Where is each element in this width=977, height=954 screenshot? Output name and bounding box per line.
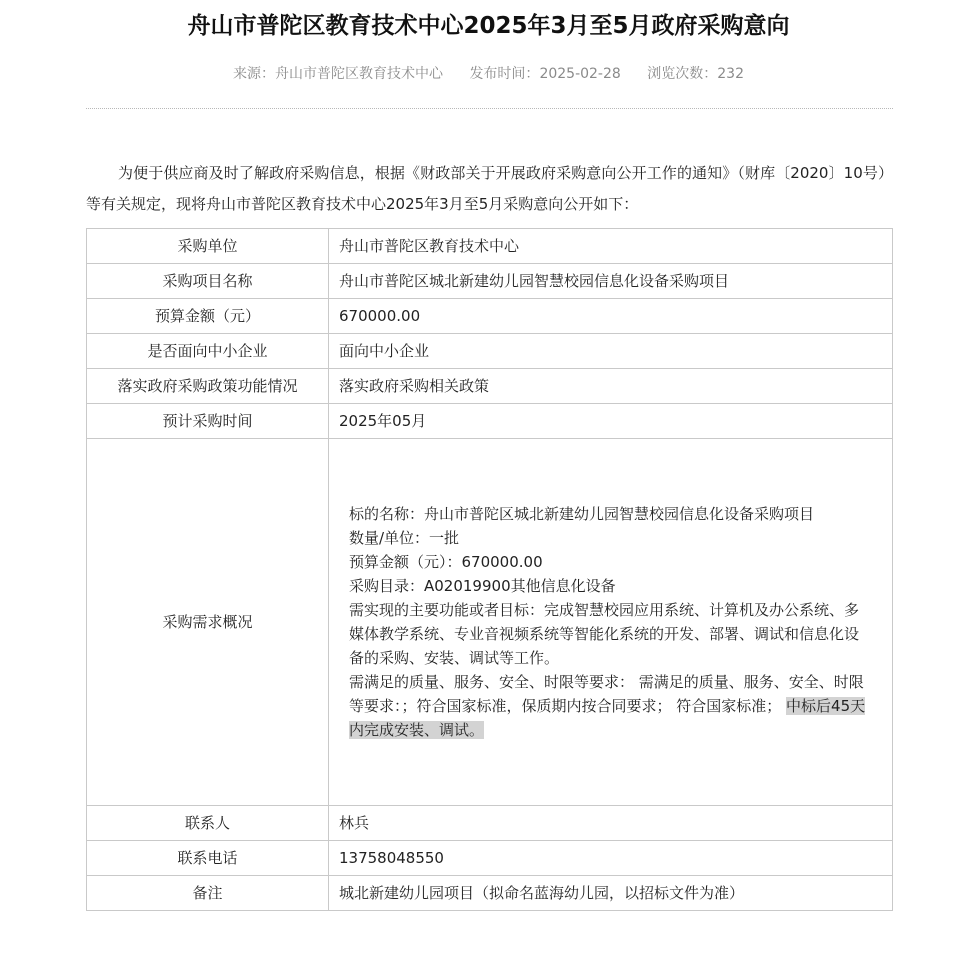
table-row <box>87 229 893 264</box>
row-label: 联系电话 <box>87 841 329 876</box>
row-value: 落实政府采购相关政策 <box>329 369 893 404</box>
view-count-label: 浏览次数： <box>647 66 718 82</box>
requirement-goals: 需实现的主要功能或者目标：完成智慧校园应用系统、计算机及办公系统、多媒体教学系统、专业音视频系统等智能化系统的开发、部署、调试和信息化设备的采购、安装、调试等工作。 <box>349 601 860 667</box>
view-count-value: 232 <box>717 66 744 82</box>
row-label: 联系人 <box>87 806 329 841</box>
requirement-catalog: 采购目录：A02019900其他信息化设备 <box>349 577 616 595</box>
row-value: 舟山市普陀区城北新建幼儿园智慧校园信息化设备采购项目 <box>329 264 893 299</box>
source-label: 来源： <box>232 66 275 82</box>
table-row <box>87 876 893 911</box>
table-row <box>87 841 893 876</box>
requirement-quality-text: 需满足的质量、服务、安全、时限等要求： 需满足的质量、服务、安全、时限等要求：；符合国家标准，保质期内按合同要求； 符合国家标准； <box>349 673 864 715</box>
row-value: 13758048550 <box>329 841 893 876</box>
row-label: 落实政府采购政策功能情况 <box>87 369 329 404</box>
row-value: 2025年05月 <box>329 404 893 439</box>
requirement-quality <box>349 670 872 742</box>
requirement-budget: 预算金额（元）：670000.00 <box>349 553 543 571</box>
title-divider <box>86 108 893 109</box>
view-count-info <box>647 66 744 82</box>
table-row <box>87 369 893 404</box>
intro-paragraph: 为便于供应商及时了解政府采购信息，根据《财政部关于开展政府采购意向公开工作的通知》（财库〔2020〕10号）等有关规定，现将舟山市普陀区教育技术中心2025年3月至5月采购意向公开如下： <box>86 164 893 213</box>
requirement-item-name: 标的名称：舟山市普陀区城北新建幼儿园智慧校园信息化设备采购项目 <box>349 505 815 523</box>
publish-date-info <box>469 66 620 82</box>
row-label: 是否面向中小企业 <box>87 334 329 369</box>
table-row <box>87 299 893 334</box>
row-value: 670000.00 <box>329 299 893 334</box>
requirement-quantity: 数量/单位：一批 <box>349 529 460 547</box>
table-row <box>87 404 893 439</box>
row-value: 林兵 <box>329 806 893 841</box>
row-label: 预计采购时间 <box>87 404 329 439</box>
table-row <box>87 806 893 841</box>
source-info <box>233 66 443 82</box>
article-meta <box>0 64 977 84</box>
table-row <box>87 334 893 369</box>
row-value: 面向中小企业 <box>329 334 893 369</box>
row-label: 采购项目名称 <box>87 264 329 299</box>
row-label: 采购单位 <box>87 229 329 264</box>
highlighted-text: 中标后45天内完成安装、调试。 <box>349 697 866 739</box>
procurement-info-table <box>86 228 893 911</box>
requirement-details <box>329 439 893 806</box>
row-label: 备注 <box>87 876 329 911</box>
publish-date-value: 2025-02-28 <box>539 66 621 82</box>
row-label: 预算金额（元） <box>87 299 329 334</box>
row-value: 城北新建幼儿园项目（拟命名蓝海幼儿园，以招标文件为准） <box>329 876 893 911</box>
requirement-row <box>87 439 893 806</box>
page-title: 舟山市普陀区教育技术中心2025年3月至5月政府采购意向 <box>187 13 790 39</box>
row-value: 舟山市普陀区教育技术中心 <box>329 229 893 264</box>
source-value: 舟山市普陀区教育技术中心 <box>274 66 443 82</box>
publish-date-label: 发布时间： <box>469 66 540 82</box>
table-row <box>87 264 893 299</box>
requirement-label: 采购需求概况 <box>87 439 329 806</box>
